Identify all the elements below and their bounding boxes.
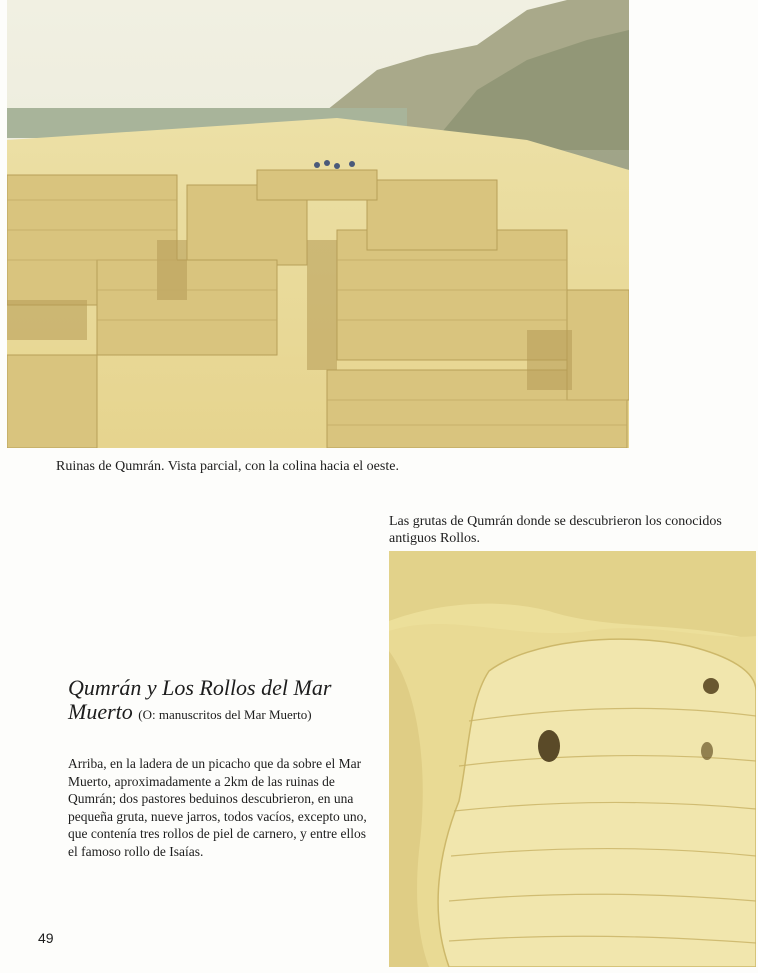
article-body: Arriba, en la ladera de un picacho que da sobre el Mar Muerto, aproximadamente a 2km de las ruinas de Qumrán; dos pastores beduinos descubrieron, en una pequeña gruta, nueve jarros, todos vacíos, excepto uno, que contenía tres rollos de piel de carnero, y entre ellos el famoso rollo de Isaías. (68, 756, 367, 859)
article-subtitle: (O: manuscritos del Mar Muerto) (138, 707, 312, 722)
page-number: 49 (38, 930, 54, 946)
caves-photo (389, 551, 756, 967)
ruins-photo (7, 0, 629, 448)
article-title (68, 676, 368, 726)
caves-caption: Las grutas de Qumrán donde se descubrieron los conocidos antiguos Rollos. (389, 514, 722, 546)
ruins-caption: Ruinas de Qumrán. Vista parcial, con la colina hacia el oeste. (56, 459, 399, 474)
article-title-text: Qumrán y Los Rollos del Mar Muerto (68, 675, 332, 724)
